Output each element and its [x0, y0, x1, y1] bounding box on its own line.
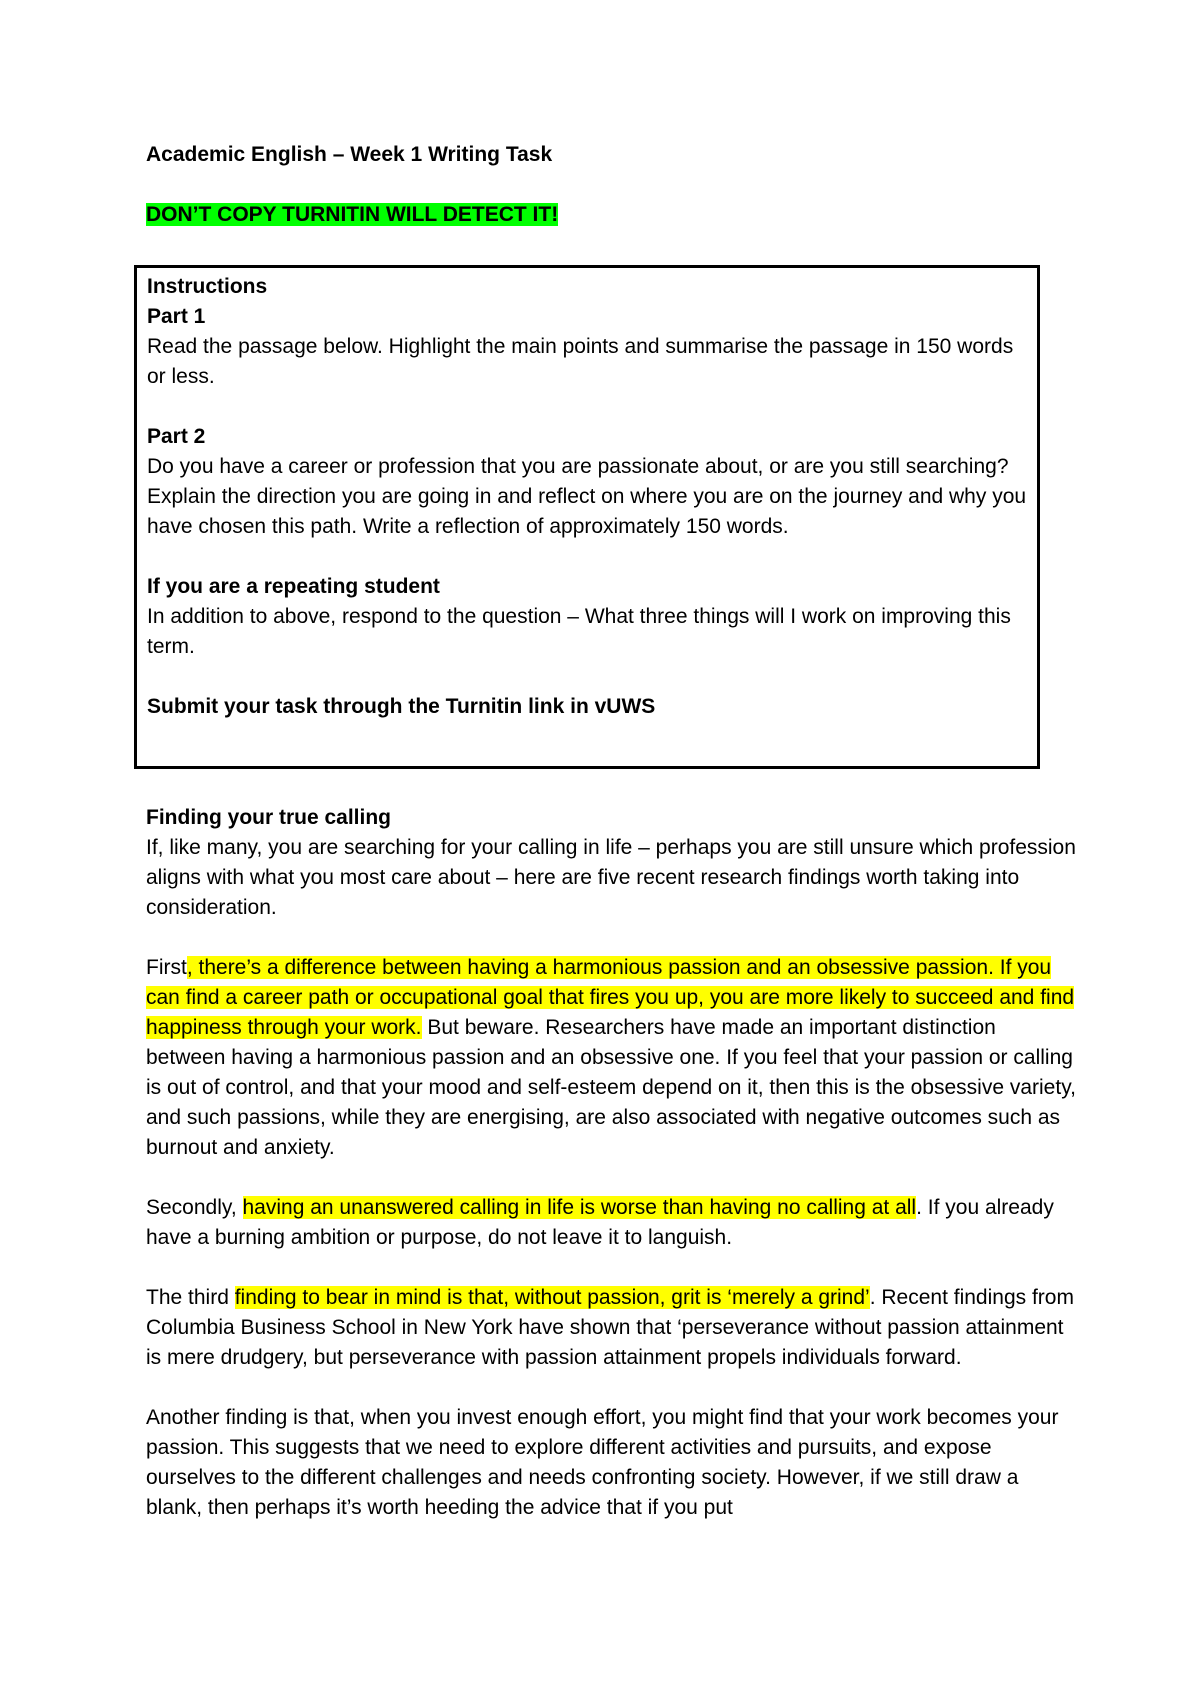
document-header: [146, 140, 1076, 242]
reading-passage: [146, 803, 1076, 1523]
paragraph-text: But beware. Researchers have made an important distinction between having a harmonious passion and an obsessive one. If you feel that your passion or calling is out of control, and that your mood and self-esteem depend on it, then this is the obsessive variety, and such passions, while they are energising, are also associated with negative outcomes such as burnout and anxiety.: [146, 1016, 1076, 1159]
passage-paragraph-2: [146, 1193, 1076, 1253]
part2-heading: Part 2: [147, 425, 206, 448]
submit-instruction: Submit your task through the Turnitin link in vUWS: [147, 695, 656, 718]
paragraph-text: The third: [146, 1286, 235, 1309]
passage-heading: Finding your true calling: [146, 806, 392, 829]
warning-highlight: DON’T COPY TURNITIN WILL DETECT IT!: [146, 203, 559, 226]
repeating-heading: If you are a repeating student: [147, 575, 440, 598]
spacer: [147, 392, 1027, 422]
part1-heading: Part 1: [147, 305, 206, 328]
paragraph-text: . Recent findings from Columbia Business School in New York have shown that ‘perseverance without passion attainment is mere drudgery, but perseverance with passion attainment propels individuals forward.: [146, 1286, 1074, 1369]
highlighted-text: , there’s a difference between having a harmonious passion and an obsessive passion. If you can find a career path or occupational goal that fires you up, you are more likely to succeed and find happiness through your work.: [146, 956, 1075, 1039]
highlighted-text: having an unanswered calling in life is worse than having no calling at all: [242, 1196, 917, 1219]
passage-paragraph-1: [146, 953, 1076, 1163]
part1-text: Read the passage below. Highlight the main points and summarise the passage in 150 words or less.: [147, 335, 1014, 388]
instructions-heading: Instructions: [147, 275, 268, 298]
page-title: Academic English – Week 1 Writing Task: [146, 143, 553, 166]
highlighted-text: finding to bear in mind is that, without passion, grit is ‘merely a grind’: [234, 1286, 870, 1309]
passage-intro: If, like many, you are searching for your calling in life – perhaps you are still unsure which profession aligns with what you most care about – here are five recent research findings worth taking into consideration.: [146, 836, 1076, 919]
paragraph-text: Secondly,: [146, 1196, 243, 1219]
paragraph-text: . If you already have a burning ambition or purpose, do not leave it to languish.: [146, 1196, 1054, 1249]
repeating-text: In addition to above, respond to the question – What three things will I work on improving this term.: [147, 605, 1011, 658]
part2-text: Do you have a career or profession that you are passionate about, or are you still searching? Explain the direction you are going in and reflect on where you are on the journey and why you have chosen this path. Write a reflection of approximately 150 words.: [147, 455, 1027, 538]
instructions-box: [134, 265, 1040, 769]
paragraph-text: First: [146, 956, 187, 979]
spacer: [147, 662, 1027, 692]
spacer: [147, 542, 1027, 572]
passage-paragraph-3: [146, 1283, 1076, 1373]
plagiarism-warning: [146, 200, 1076, 230]
passage-paragraph-4: Another finding is that, when you invest enough effort, you might find that your work becomes your passion. This suggests that we need to explore different activities and pursuits, and expose ourselves to the different challenges and needs confronting society. However, if we still draw a blank, then perhaps it’s worth heeding the advice that if you put: [146, 1406, 1059, 1519]
